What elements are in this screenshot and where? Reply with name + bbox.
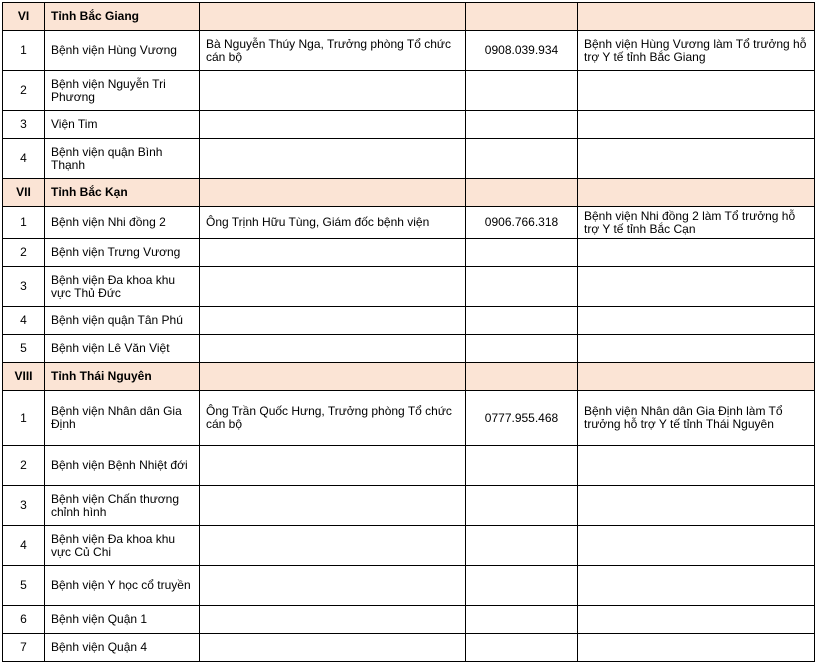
hospital-name: Bệnh viện Y học cổ truyền	[45, 566, 200, 606]
hospital-name: Bệnh viện Quận 4	[45, 634, 200, 662]
table-body	[3, 3, 815, 662]
row-number: 2	[3, 239, 45, 267]
phone-number: 0908.039.934	[466, 31, 578, 71]
contact-person	[200, 239, 466, 267]
phone-number	[466, 139, 578, 179]
phone-number	[466, 267, 578, 307]
assignment-note	[578, 335, 815, 363]
section-number: VI	[3, 3, 45, 31]
phone-number	[466, 111, 578, 139]
phone-number	[466, 486, 578, 526]
hospital-name: Bệnh viện Lê Văn Việt	[45, 335, 200, 363]
row-number: 3	[3, 111, 45, 139]
table-row	[3, 31, 815, 71]
row-number: 7	[3, 634, 45, 662]
row-number: 2	[3, 446, 45, 486]
contact-person	[200, 267, 466, 307]
hospital-support-table	[2, 2, 815, 662]
assignment-note	[578, 446, 815, 486]
section-header-row	[3, 179, 815, 207]
table-row	[3, 634, 815, 662]
phone-number	[466, 239, 578, 267]
section-number: VIII	[3, 363, 45, 391]
table-row	[3, 335, 815, 363]
section-empty-cell	[200, 179, 466, 207]
assignment-note: Bệnh viện Nhi đồng 2 làm Tổ trưởng hỗ trợ Y tế tỉnh Bắc Cạn	[578, 207, 815, 239]
phone-number	[466, 307, 578, 335]
section-header-row	[3, 3, 815, 31]
phone-number: 0906.766.318	[466, 207, 578, 239]
contact-person: Ông Trịnh Hữu Tùng, Giám đốc bệnh viện	[200, 207, 466, 239]
assignment-note	[578, 526, 815, 566]
hospital-name: Bệnh viện Nhân dân Gia Định	[45, 391, 200, 446]
contact-person	[200, 307, 466, 335]
hospital-name: Bệnh viện Đa khoa khu vực Củ Chi	[45, 526, 200, 566]
assignment-note	[578, 239, 815, 267]
hospital-name: Bệnh viện quận Tân Phú	[45, 307, 200, 335]
phone-number: 0777.955.468	[466, 391, 578, 446]
section-empty-cell	[466, 179, 578, 207]
hospital-name: Bệnh viện Trưng Vương	[45, 239, 200, 267]
section-empty-cell	[578, 363, 815, 391]
hospital-name: Bệnh viện Nhi đồng 2	[45, 207, 200, 239]
contact-person	[200, 446, 466, 486]
hospital-name: Bệnh viện Bệnh Nhiệt đới	[45, 446, 200, 486]
assignment-note: Bệnh viện Hùng Vương làm Tổ trưởng hỗ trợ Y tế tỉnh Bắc Giang	[578, 31, 815, 71]
table-row	[3, 239, 815, 267]
table-row	[3, 207, 815, 239]
section-number: VII	[3, 179, 45, 207]
row-number: 3	[3, 486, 45, 526]
section-empty-cell	[200, 363, 466, 391]
contact-person	[200, 526, 466, 566]
assignment-note	[578, 566, 815, 606]
table-row	[3, 446, 815, 486]
table-row	[3, 307, 815, 335]
row-number: 4	[3, 307, 45, 335]
assignment-note	[578, 606, 815, 634]
contact-person: Ông Trần Quốc Hưng, Trưởng phòng Tổ chức cán bộ	[200, 391, 466, 446]
contact-person	[200, 486, 466, 526]
table-row	[3, 267, 815, 307]
row-number: 5	[3, 335, 45, 363]
contact-person	[200, 71, 466, 111]
row-number: 1	[3, 31, 45, 71]
assignment-note	[578, 486, 815, 526]
row-number: 1	[3, 207, 45, 239]
section-header-row	[3, 363, 815, 391]
assignment-note	[578, 634, 815, 662]
section-title: Tỉnh Thái Nguyên	[45, 363, 200, 391]
section-empty-cell	[200, 3, 466, 31]
row-number: 3	[3, 267, 45, 307]
assignment-note	[578, 71, 815, 111]
table-row	[3, 71, 815, 111]
assignment-note	[578, 267, 815, 307]
table-row	[3, 486, 815, 526]
row-number: 5	[3, 566, 45, 606]
table-row	[3, 111, 815, 139]
assignment-note	[578, 139, 815, 179]
section-empty-cell	[466, 363, 578, 391]
row-number: 1	[3, 391, 45, 446]
phone-number	[466, 634, 578, 662]
assignment-note: Bệnh viện Nhân dân Gia Định làm Tổ trưởng hỗ trợ Y tế tỉnh Thái Nguyên	[578, 391, 815, 446]
contact-person	[200, 139, 466, 179]
contact-person	[200, 566, 466, 606]
phone-number	[466, 71, 578, 111]
phone-number	[466, 606, 578, 634]
table-row	[3, 566, 815, 606]
section-empty-cell	[578, 3, 815, 31]
row-number: 6	[3, 606, 45, 634]
row-number: 2	[3, 71, 45, 111]
row-number: 4	[3, 526, 45, 566]
hospital-name: Bệnh viện Chấn thương chỉnh hình	[45, 486, 200, 526]
contact-person	[200, 634, 466, 662]
phone-number	[466, 526, 578, 566]
phone-number	[466, 446, 578, 486]
contact-person	[200, 606, 466, 634]
phone-number	[466, 335, 578, 363]
hospital-name: Bệnh viện Hùng Vương	[45, 31, 200, 71]
section-title: Tỉnh Bắc Kạn	[45, 179, 200, 207]
hospital-name: Bệnh viện Quận 1	[45, 606, 200, 634]
table-row	[3, 391, 815, 446]
section-empty-cell	[578, 179, 815, 207]
assignment-note	[578, 111, 815, 139]
contact-person: Bà Nguyễn Thúy Nga, Trưởng phòng Tổ chức cán bộ	[200, 31, 466, 71]
section-empty-cell	[466, 3, 578, 31]
table-row	[3, 606, 815, 634]
table-row	[3, 526, 815, 566]
table-row	[3, 139, 815, 179]
section-title: Tỉnh Bắc Giang	[45, 3, 200, 31]
row-number: 4	[3, 139, 45, 179]
hospital-name: Bệnh viện quận Bình Thạnh	[45, 139, 200, 179]
assignment-note	[578, 307, 815, 335]
hospital-name: Viện Tim	[45, 111, 200, 139]
hospital-name: Bệnh viện Đa khoa khu vực Thủ Đức	[45, 267, 200, 307]
phone-number	[466, 566, 578, 606]
contact-person	[200, 111, 466, 139]
hospital-name: Bệnh viện Nguyễn Tri Phương	[45, 71, 200, 111]
contact-person	[200, 335, 466, 363]
